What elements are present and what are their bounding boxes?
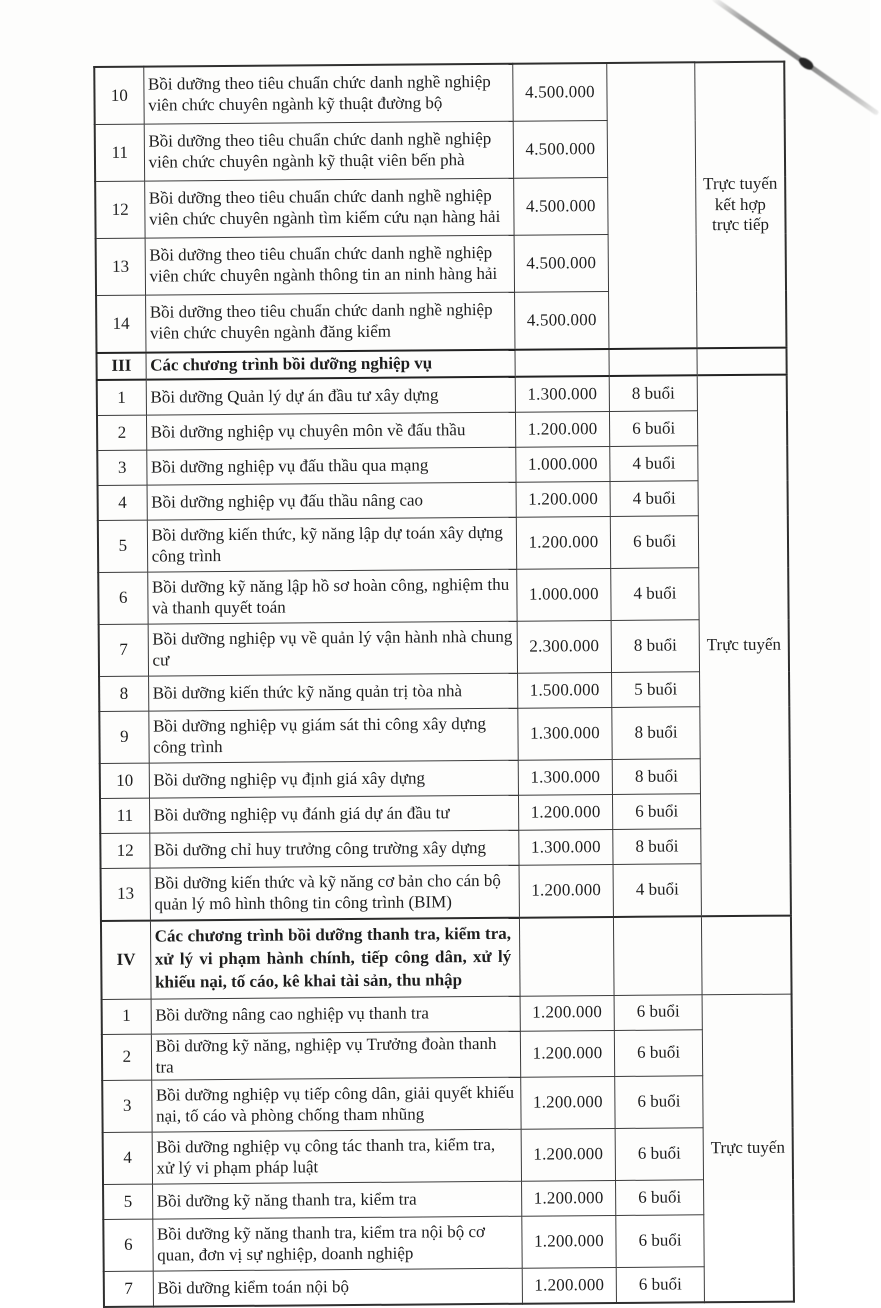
row-number-cell: 1 bbox=[97, 380, 146, 416]
duration-cell: 6 buổi bbox=[616, 1180, 704, 1216]
price-cell: 4.500.000 bbox=[513, 121, 608, 179]
row-number-cell: 13 bbox=[101, 868, 151, 921]
scan-artifact-blob bbox=[797, 55, 815, 72]
course-name-cell: Bồi dưỡng nghiệp vụ về quản lý vận hành nhà chung cư bbox=[148, 621, 518, 676]
price-cell: 1.000.000 bbox=[517, 568, 612, 621]
row-number-cell: 1 bbox=[102, 999, 151, 1034]
training-fee-table bbox=[93, 61, 795, 1308]
course-name-cell: Bồi dưỡng kiến thức kỹ năng quản trị tòa nhà bbox=[148, 673, 518, 711]
table-row bbox=[102, 1075, 792, 1132]
row-number-cell: 12 bbox=[95, 181, 145, 238]
course-name-cell: Bồi dưỡng kỹ năng lập hồ sơ hoàn công, nghiệm thu và thanh quyết toán bbox=[147, 569, 517, 624]
course-name-cell: Bồi dưỡng nghiệp vụ định giá xây dựng bbox=[149, 760, 519, 798]
course-name-cell: Bồi dưỡng theo tiêu chuẩn chức danh nghề nghiệp viên chức chuyên ngành thông tin an ninh hàng hải bbox=[145, 235, 515, 295]
section-numeral: IV bbox=[101, 921, 151, 1000]
row-number-cell: 13 bbox=[96, 238, 146, 295]
duration-cell: 5 buổi bbox=[612, 672, 700, 708]
price-cell: 1.200.000 bbox=[515, 411, 609, 447]
table-row bbox=[97, 445, 787, 485]
price-cell: 1.200.000 bbox=[522, 1216, 617, 1269]
course-name-cell: Bồi dưỡng nghiệp vụ tiếp công dân, giải quyết khiếu nại, tố cáo và phòng chống tham nhũng bbox=[151, 1077, 521, 1132]
duration-cell: 6 buổi bbox=[610, 516, 698, 569]
duration-cell: 8 buổi bbox=[613, 829, 701, 865]
price-cell: 4.500.000 bbox=[514, 178, 609, 236]
course-name-cell: Bồi dưỡng kỹ năng thanh tra, kiểm tra bbox=[152, 1181, 522, 1219]
row-number-cell: 4 bbox=[98, 485, 147, 520]
table-row bbox=[98, 515, 788, 572]
duration-cell: 4 buổi bbox=[610, 481, 698, 517]
row-number-cell: 12 bbox=[100, 833, 149, 868]
section-numeral: III bbox=[96, 353, 145, 380]
course-name-cell: Bồi dưỡng nghiệp vụ đánh giá dự án đầu tư bbox=[149, 795, 519, 833]
price-cell: 1.300.000 bbox=[518, 759, 612, 795]
table-row bbox=[104, 1266, 794, 1307]
empty-cell bbox=[613, 916, 702, 995]
duration-cell: 6 buổi bbox=[614, 1030, 702, 1077]
format-cell: Trực tuyến bbox=[702, 994, 794, 1303]
table-row bbox=[97, 375, 787, 416]
table-row bbox=[99, 619, 789, 676]
price-cell: 4.500.000 bbox=[513, 63, 608, 121]
empty-cell bbox=[702, 916, 792, 995]
duration-cell: 6 buổi bbox=[615, 1128, 703, 1181]
course-name-cell: Bồi dưỡng theo tiêu chuẩn chức danh nghề nghiệp viên chức chuyên ngành kỹ thuật đường bộ bbox=[143, 64, 513, 124]
duration-cell: 6 buổi bbox=[616, 1215, 704, 1268]
empty-cell bbox=[697, 348, 787, 376]
price-cell: 1.200.000 bbox=[520, 1030, 614, 1077]
row-number-cell: 3 bbox=[102, 1080, 152, 1132]
duration-cell: 6 buổi bbox=[616, 1267, 704, 1303]
course-name-cell: Bồi dưỡng theo tiêu chuẩn chức danh nghề nghiệp viên chức chuyên ngành tìm kiếm cứu nạn hàng hải bbox=[144, 178, 514, 238]
course-name-cell: Bồi dưỡng nghiệp vụ chuyên môn về đấu thầu bbox=[146, 412, 516, 450]
duration-cell: 8 buổi bbox=[612, 707, 700, 760]
duration-cell: 6 buổi bbox=[610, 411, 698, 447]
row-number-cell: 3 bbox=[97, 450, 146, 485]
price-cell: 1.500.000 bbox=[517, 672, 611, 708]
price-cell: 4.500.000 bbox=[514, 291, 609, 349]
duration-cell: 8 buổi bbox=[612, 759, 700, 795]
table-row bbox=[100, 828, 790, 868]
row-number-cell: 10 bbox=[94, 67, 144, 125]
course-name-cell: Bồi dưỡng theo tiêu chuẩn chức danh nghề nghiệp viên chức chuyên ngành đăng kiểm bbox=[145, 292, 515, 352]
price-cell: 1.000.000 bbox=[516, 446, 610, 482]
course-name-cell: Bồi dưỡng kiến thức và kỹ năng cơ bản cho cán bộ quản lý mô hình thông tin công trình (BIM) bbox=[150, 865, 520, 920]
table-row bbox=[103, 1214, 793, 1271]
row-number-cell: 14 bbox=[96, 295, 146, 353]
price-cell: 1.200.000 bbox=[516, 481, 610, 517]
course-name-cell: Bồi dưỡng nâng cao nghiệp vụ thanh tra bbox=[151, 996, 521, 1034]
row-number-cell: 5 bbox=[98, 520, 148, 572]
table-row bbox=[103, 1179, 793, 1219]
row-number-cell: 7 bbox=[99, 624, 149, 676]
course-name-cell: Bồi dưỡng Quản lý dự án đầu tư xây dựng bbox=[146, 377, 516, 415]
table-row bbox=[100, 758, 790, 798]
course-name-cell: Bồi dưỡng kiểm toán nội bộ bbox=[153, 1268, 523, 1306]
price-cell: 1.200.000 bbox=[521, 1077, 616, 1130]
empty-cell bbox=[609, 348, 697, 376]
price-cell: 1.200.000 bbox=[520, 995, 614, 1031]
table-row bbox=[102, 994, 792, 1034]
course-name-cell: Bồi dưỡng nghiệp vụ công tác thanh tra, kiểm tra, xử lý vi phạm pháp luật bbox=[152, 1129, 522, 1184]
row-number-cell: 6 bbox=[98, 572, 148, 624]
duration-cell-merged-empty bbox=[607, 62, 697, 349]
table-row bbox=[97, 410, 787, 450]
course-name-cell: Bồi dưỡng theo tiêu chuẩn chức danh nghề nghiệp viên chức chuyên ngành kỹ thuật viên bến phà bbox=[144, 121, 514, 181]
table-row bbox=[94, 62, 784, 125]
section-title: Các chương trình bồi dưỡng nghiệp vụ bbox=[146, 350, 516, 380]
course-name-cell: Bồi dưỡng chỉ huy trưởng công trường xây dựng bbox=[149, 830, 519, 868]
price-cell: 1.200.000 bbox=[518, 794, 612, 830]
row-number-cell: 9 bbox=[99, 711, 149, 763]
row-number-cell: 11 bbox=[95, 124, 145, 181]
course-name-cell: Bồi dưỡng kỹ năng, nghiệp vụ Trưởng đoàn thanh tra bbox=[151, 1031, 521, 1080]
section-header-row bbox=[101, 916, 792, 1000]
duration-cell: 6 buổi bbox=[613, 794, 701, 830]
table-row bbox=[99, 706, 789, 763]
row-number-cell: 10 bbox=[100, 763, 149, 798]
table-row bbox=[98, 567, 788, 624]
price-cell: 1.200.000 bbox=[516, 516, 611, 569]
table-row bbox=[103, 1127, 793, 1184]
table-row bbox=[99, 671, 789, 711]
format-cell: Trực tuyến bbox=[697, 375, 791, 917]
format-cell: Trực tuyến kết hợp trực tiếp bbox=[695, 62, 787, 349]
price-cell: 1.300.000 bbox=[515, 376, 609, 412]
duration-cell: 4 buổi bbox=[610, 446, 698, 482]
duration-cell: 8 buổi bbox=[609, 375, 697, 411]
course-name-cell: Bồi dưỡng nghiệp vụ giám sát thi công xây dựng công trình bbox=[148, 708, 518, 763]
duration-cell: 4 buổi bbox=[611, 568, 699, 621]
row-number-cell: 2 bbox=[102, 1034, 151, 1081]
row-number-cell: 5 bbox=[103, 1184, 152, 1219]
table-row bbox=[101, 863, 791, 921]
table-row bbox=[98, 480, 788, 520]
price-cell: 1.200.000 bbox=[521, 1129, 616, 1182]
price-cell: 1.200.000 bbox=[519, 864, 614, 917]
table-row bbox=[100, 793, 790, 833]
empty-cell bbox=[519, 917, 614, 996]
duration-cell: 4 buổi bbox=[613, 864, 701, 917]
course-name-cell: Bồi dưỡng nghiệp vụ đấu thầu qua mạng bbox=[146, 447, 516, 485]
row-number-cell: 7 bbox=[104, 1271, 153, 1307]
price-cell: 2.300.000 bbox=[517, 620, 612, 673]
row-number-cell: 6 bbox=[103, 1219, 153, 1271]
course-name-cell: Bồi dưỡng nghiệp vụ đấu thầu nâng cao bbox=[147, 482, 517, 520]
duration-cell: 6 buổi bbox=[614, 995, 702, 1031]
empty-cell bbox=[515, 349, 609, 377]
row-number-cell: 4 bbox=[103, 1132, 153, 1184]
price-cell: 1.300.000 bbox=[519, 829, 613, 865]
price-cell: 1.200.000 bbox=[521, 1181, 615, 1217]
price-cell: 4.500.000 bbox=[514, 234, 609, 292]
price-cell: 1.200.000 bbox=[522, 1268, 616, 1304]
duration-cell: 6 buổi bbox=[615, 1076, 703, 1129]
row-number-cell: 8 bbox=[99, 676, 148, 711]
section-title: Các chương trình bồi dưỡng thanh tra, kiểm tra, xử lý vi phạm hành chính, tiếp công dân, xử lý khiếu nại, tố cáo, kê khai tài sản, thu nhập bbox=[150, 918, 520, 999]
row-number-cell: 2 bbox=[97, 415, 146, 450]
duration-cell: 8 buổi bbox=[611, 620, 699, 673]
table-row bbox=[102, 1029, 792, 1081]
row-number-cell: 11 bbox=[100, 798, 149, 833]
price-cell: 1.300.000 bbox=[518, 707, 613, 760]
course-name-cell: Bồi dưỡng kỹ năng thanh tra, kiểm tra nội bộ cơ quan, đơn vị sự nghiệp, doanh nghiệp bbox=[152, 1216, 522, 1271]
course-name-cell: Bồi dưỡng kiến thức, kỹ năng lập dự toán xây dựng công trình bbox=[147, 517, 517, 572]
